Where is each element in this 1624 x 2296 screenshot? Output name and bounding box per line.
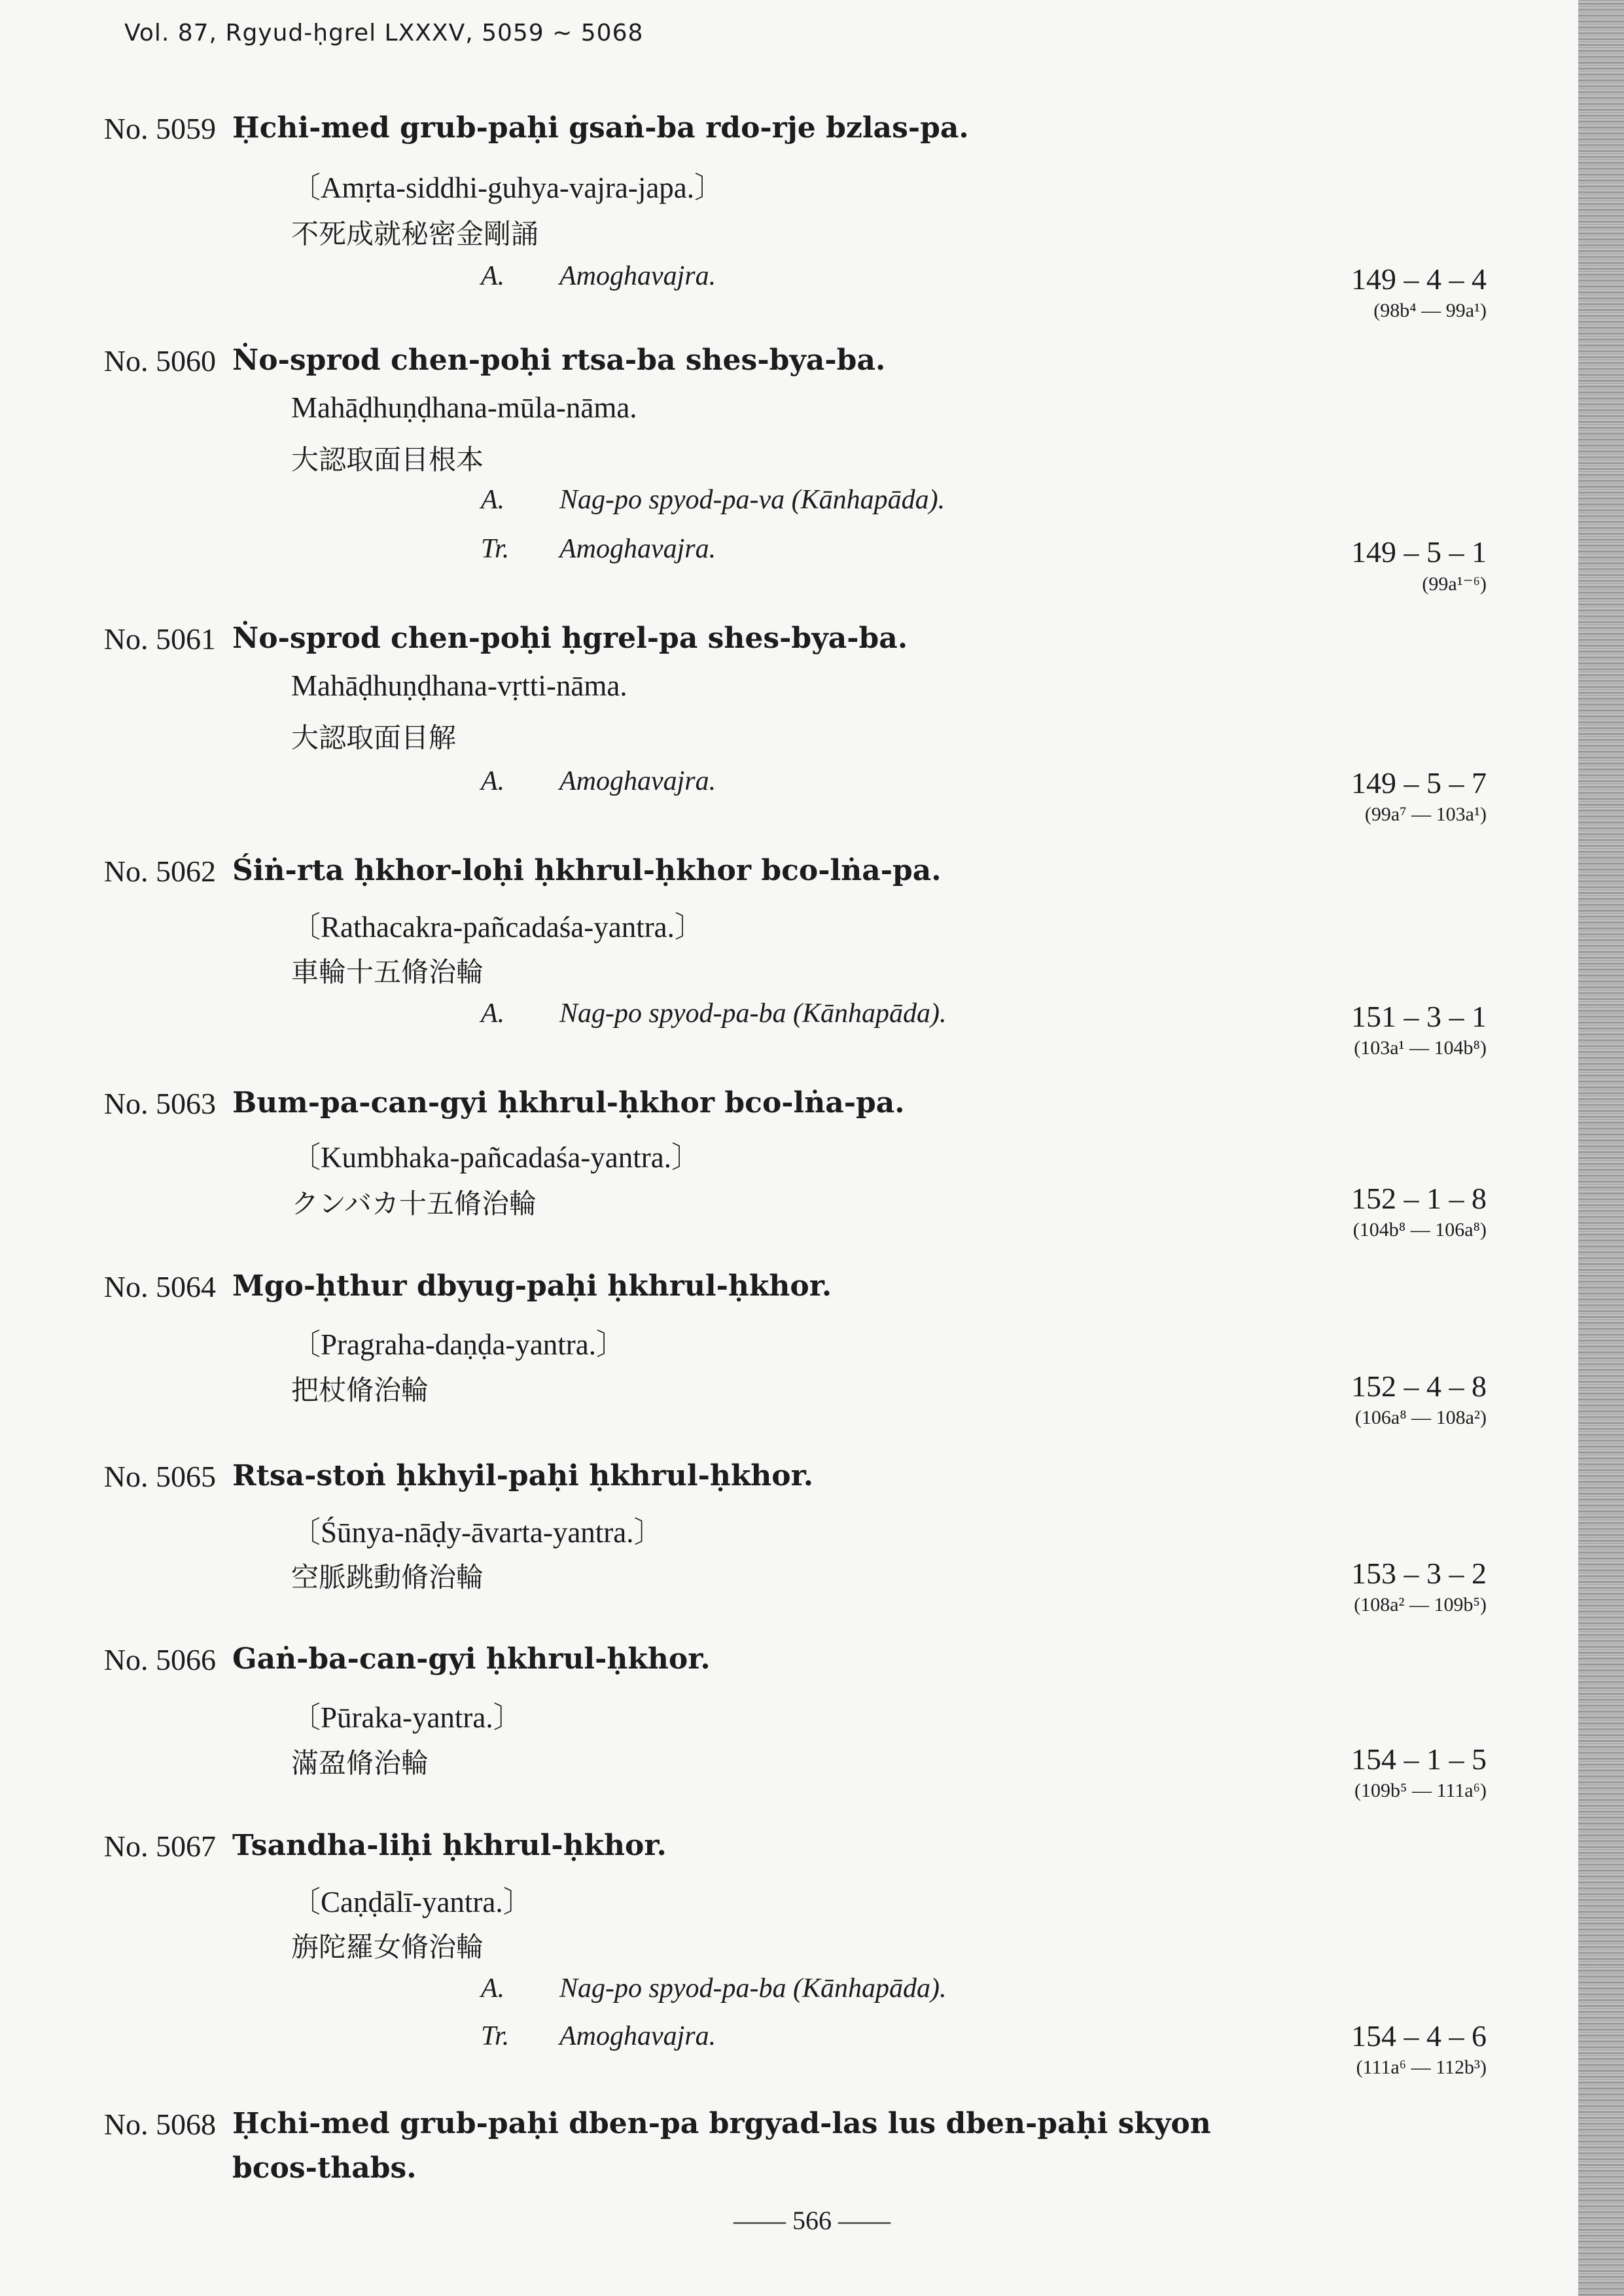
sanskrit-title: 〔Pragraha-daṇḍa-yantra.〕	[291, 1328, 626, 1361]
page-number: —— 566 ——	[733, 2206, 891, 2235]
credit-role: A.	[481, 998, 505, 1029]
sanskrit-title: Mahāḍhuṇḍhana-mūla-nāma.	[291, 391, 637, 424]
chinese-title: 旃陀羅女脩治輪	[291, 1931, 484, 1963]
entry-title: Tsandha-liḥi ḥkhrul-ḥkhor.	[232, 1829, 667, 1862]
entry-number: No. 5062	[103, 855, 216, 888]
chinese-title: 滿盈脩治輪	[291, 1747, 429, 1779]
location: 149 – 5 – 1	[1351, 535, 1487, 569]
location: 151 – 3 – 1	[1351, 1000, 1487, 1033]
entry-title: Śiṅ-rta ḥkhor-loḥi ḥkhrul-ḥkhor bco-lṅa-pa.	[232, 854, 942, 887]
location: 149 – 5 – 7	[1351, 766, 1487, 800]
location: 152 – 4 – 8	[1351, 1369, 1487, 1403]
chinese-title: 大認取面目根本	[291, 444, 484, 476]
entry-number: No. 5067	[103, 1829, 216, 1863]
location: 149 – 4 – 4	[1351, 262, 1487, 296]
credit-name: Nag-po spyod-pa-ba (Kānhapāda).	[559, 1973, 947, 2004]
entry-number: No. 5064	[103, 1270, 216, 1303]
folio-range: (103a¹ — 104b⁸)	[1354, 1037, 1487, 1059]
folio-range: (99a¹⁻⁶)	[1422, 573, 1487, 595]
folio-range: (106a⁸ — 108a²)	[1354, 1407, 1487, 1428]
chinese-title: 空脈跳動脩治輪	[291, 1561, 484, 1593]
chinese-title: 把杖脩治輪	[291, 1374, 429, 1406]
folio-range: (111a⁶ — 112b³)	[1356, 2057, 1487, 2078]
entry-title: Ḥchi-med grub-paḥi dben-pa brgyad-las lus dben-paḥi skyon bcos-thabs.	[232, 2107, 1211, 2185]
entry-title: Ḥchi-med grub-paḥi gsaṅ-ba rdo-rje bzlas-pa.	[232, 111, 969, 145]
location: 154 – 4 – 6	[1351, 2019, 1487, 2053]
credit-role: A.	[481, 1973, 505, 2004]
entry-title: Rtsa-stoṅ ḥkhyil-paḥi ḥkhrul-ḥkhor.	[232, 1459, 814, 1492]
credit-role: Tr.	[481, 2021, 510, 2051]
sanskrit-title: Mahāḍhuṇḍhana-vṛtti-nāma.	[291, 669, 627, 702]
entry-title: Mgo-ḥthur dbyug-paḥi ḥkhrul-ḥkhor.	[232, 1269, 832, 1303]
entry-number: No. 5061	[103, 622, 216, 656]
entry-number: No. 5060	[103, 344, 216, 378]
entry-number: No. 5066	[103, 1643, 216, 1676]
credit-role: A.	[481, 485, 505, 515]
running-head: Vol. 87, Rgyud-ḥgrel LXXXV, 5059 ∼ 5068	[124, 20, 644, 46]
entry-number: No. 5059	[103, 112, 216, 145]
sanskrit-title: 〔Amṛta-siddhi-guhya-vajra-japa.〕	[291, 171, 724, 204]
credit-name: Nag-po spyod-pa-va (Kānhapāda).	[559, 485, 945, 515]
chinese-title: 大認取面目解	[291, 722, 457, 754]
entry-number: No. 5068	[103, 2108, 216, 2141]
credit-name: Amoghavajra.	[559, 261, 716, 291]
page-edge-shadow	[1578, 0, 1624, 2296]
entry-number: No. 5063	[103, 1087, 216, 1120]
credit-name: Amoghavajra.	[559, 534, 716, 564]
location: 152 – 1 – 8	[1351, 1182, 1487, 1215]
credit-name: Amoghavajra.	[559, 2021, 716, 2051]
entry-title: Bum-pa-can-gyi ḥkhrul-ḥkhor bco-lṅa-pa.	[232, 1086, 905, 1120]
credit-role: A.	[481, 766, 505, 796]
credit-name: Nag-po spyod-pa-ba (Kānhapāda).	[559, 998, 947, 1029]
credit-name: Amoghavajra.	[559, 766, 716, 796]
chinese-title: クンバカ十五脩治輪	[291, 1188, 537, 1220]
folio-range: (99a⁷ — 103a¹)	[1364, 804, 1487, 825]
entry-title: Gaṅ-ba-can-gyi ḥkhrul-ḥkhor.	[232, 1642, 711, 1676]
folio-range: (108a² — 109b⁵)	[1354, 1594, 1487, 1616]
sanskrit-title: 〔Kumbhaka-pañcadaśa-yantra.〕	[291, 1141, 701, 1174]
entry-title: Ṅo-sprod chen-poḥi ḥgrel-pa shes-bya-ba.	[232, 622, 908, 655]
credit-role: Tr.	[481, 534, 510, 564]
sanskrit-title: 〔Caṇḍālī-yantra.〕	[291, 1886, 533, 1918]
location: 153 – 3 – 2	[1351, 1557, 1487, 1590]
sanskrit-title: 〔Śūnya-nāḍy-āvarta-yantra.〕	[291, 1516, 663, 1549]
sanskrit-title: 〔Pūraka-yantra.〕	[291, 1701, 523, 1734]
chinese-title: 車輪十五脩治輪	[291, 956, 484, 988]
entry-number: No. 5065	[103, 1460, 216, 1493]
entry-title: Ṅo-sprod chen-poḥi rtsa-ba shes-bya-ba.	[232, 344, 886, 377]
credit-role: A.	[481, 261, 505, 291]
folio-range: (109b⁵ — 111a⁶)	[1354, 1780, 1487, 1801]
location: 154 – 1 – 5	[1351, 1742, 1487, 1776]
chinese-title: 不死成就秘密金剛誦	[291, 218, 539, 250]
sanskrit-title: 〔Rathacakra-pañcadaśa-yantra.〕	[291, 911, 704, 944]
folio-range: (104b⁸ — 106a⁸)	[1352, 1219, 1487, 1241]
folio-range: (98b⁴ — 99a¹)	[1373, 300, 1487, 321]
